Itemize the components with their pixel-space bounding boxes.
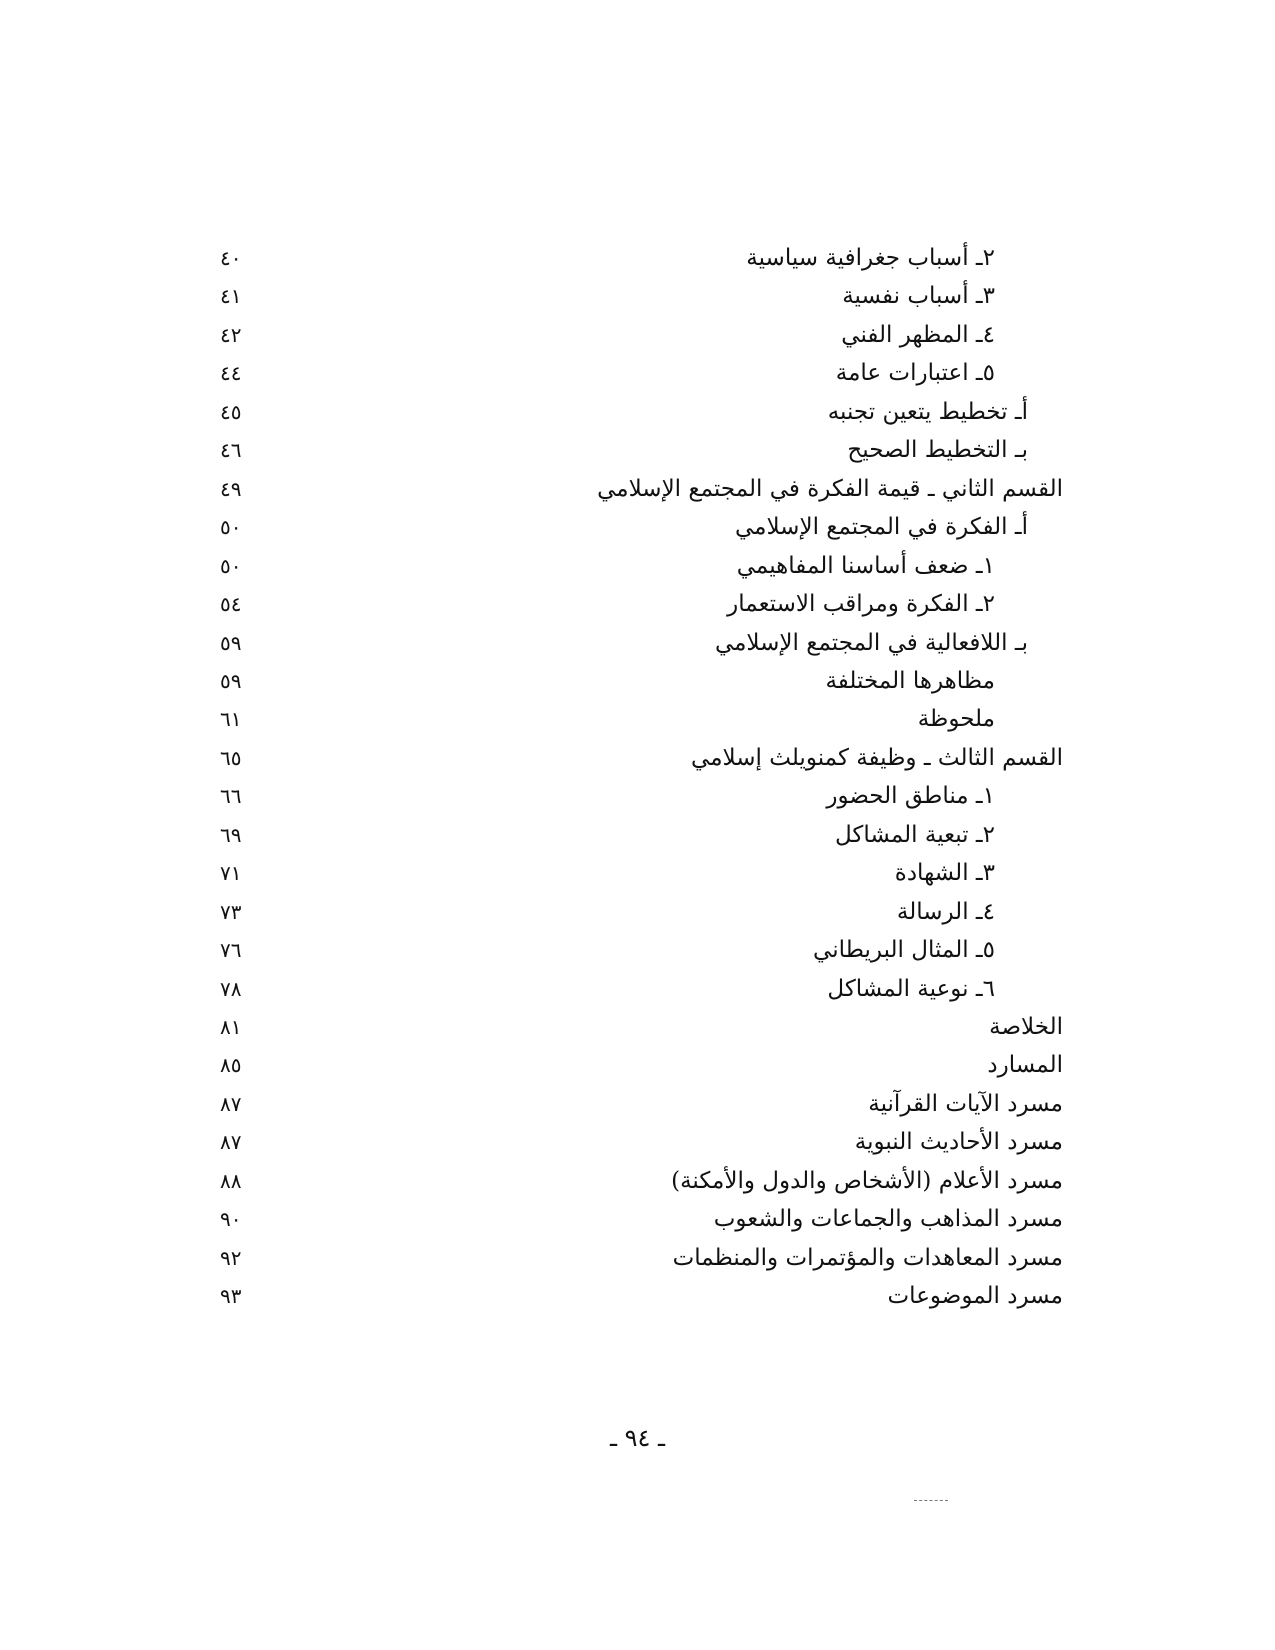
toc-entry: [0, 623, 1275, 663]
toc-entry-page-number: ٨٥: [220, 1053, 242, 1078]
toc-entry-page-number: ٥٠: [220, 553, 242, 578]
toc-entry-page-number: ٤٤: [220, 361, 242, 386]
toc-entry-page-number: ٦٩: [220, 822, 242, 847]
toc-entry-title: القسم الثاني ـ قيمة الفكرة في المجتمع الإسلامي: [597, 475, 1063, 502]
toc-entry: [0, 969, 1275, 1009]
toc-entry-title: ٢ـ الفكرة ومراقب الاستعمار: [727, 591, 995, 618]
toc-entry: [0, 315, 1275, 355]
toc-entry-title: مسرد الآيات القرآنية: [868, 1090, 1063, 1117]
toc-entry-title: مسرد المذاهب والجماعات والشعوب: [713, 1206, 1063, 1233]
toc-entry-page-number: ٧٨: [220, 976, 242, 1001]
toc-entry: [0, 892, 1275, 932]
toc-entry-title: مظاهرها المختلفة: [825, 667, 995, 694]
toc-entry: [0, 1045, 1275, 1085]
toc-entry-page-number: ٤٠: [220, 246, 242, 270]
toc-entry: [0, 776, 1275, 816]
toc-entry-page-number: ٨٧: [220, 1130, 242, 1155]
toc-entry-title: ٦ـ نوعية المشاكل: [827, 975, 995, 1002]
toc-entry: [0, 392, 1275, 432]
toc-entry: [0, 930, 1275, 970]
toc-entry: [0, 1007, 1275, 1047]
toc-entry: [0, 1199, 1275, 1239]
toc-entry-title: ٤ـ المظهر الفني: [841, 321, 995, 348]
toc-entry-title: ٣ـ أسباب نفسية: [842, 283, 995, 310]
toc-entry-title: القسم الثالث ـ وظيفة كمنويلث إسلامي: [691, 744, 1063, 771]
toc-entry-page-number: ٤١: [220, 284, 242, 309]
toc-entry-title: أـ تخطيط يتعين تجنبه: [827, 398, 1028, 425]
toc-entry: [0, 546, 1275, 586]
toc-entry-title: المسارد: [987, 1052, 1063, 1079]
toc-entry-title: ١ـ مناطق الحضور: [826, 783, 995, 810]
toc-entry-page-number: ٩٠: [220, 1207, 242, 1232]
toc-entry-title: الخلاصة: [989, 1014, 1063, 1040]
toc-entry-title: ٤ـ الرسالة: [896, 898, 995, 925]
toc-entry-page-number: ٤٦: [220, 438, 242, 463]
toc-entry-page-number: ٤٩: [220, 476, 242, 501]
toc-entry: [0, 1122, 1275, 1162]
toc-entry: [0, 276, 1275, 316]
scan-artifact-mark: [914, 1500, 948, 1501]
toc-entry-page-number: ٧٦: [220, 938, 242, 963]
toc-entry: [0, 699, 1275, 739]
toc-entry-title: ملحوظة: [917, 706, 995, 733]
toc-entry-title: مسرد الأعلام (الأشخاص والدول والأمكنة): [671, 1167, 1063, 1194]
toc-entry: [0, 353, 1275, 393]
page-number: ـ ٩٤ ـ: [609, 1424, 666, 1452]
toc-entry-page-number: ٥٠: [220, 515, 242, 540]
toc-entry: [0, 1084, 1275, 1124]
toc-entry-title: مسرد المعاهدات والمؤتمرات والمنظمات: [672, 1244, 1063, 1271]
toc-entry: [0, 430, 1275, 470]
toc-entry-page-number: ٦٦: [220, 784, 242, 809]
toc-entry-page-number: ٦١: [220, 707, 242, 732]
toc-entry: [0, 1161, 1275, 1201]
toc-entry: [0, 661, 1275, 701]
toc-entry: [0, 584, 1275, 624]
toc-entry-page-number: ٩٢: [220, 1245, 242, 1270]
toc-entry-title: ٣ـ الشهادة: [894, 860, 995, 887]
toc-entry-title: ٢ـ أسباب جغرافية سياسية: [746, 245, 995, 271]
toc-entry-page-number: ٥٩: [220, 668, 242, 693]
toc-entry: [0, 1276, 1275, 1316]
toc-entry: [0, 469, 1275, 509]
toc-entry-page-number: ٤٥: [220, 399, 242, 424]
toc-entry-title: ١ـ ضعف أساسنا المفاهيمي: [736, 552, 995, 579]
toc-entry-title: ٢ـ تبعية المشاكل: [834, 821, 995, 848]
toc-entry: [0, 853, 1275, 893]
toc-entry-page-number: ٧٣: [220, 899, 242, 924]
toc-entry-page-number: ٦٥: [220, 745, 242, 770]
toc-entry: [0, 815, 1275, 855]
toc-entry-title: ٥ـ المثال البريطاني: [813, 937, 995, 964]
toc-entry: [0, 507, 1275, 547]
toc-entry: [0, 1238, 1275, 1278]
toc-entry-page-number: ٧١: [220, 861, 242, 886]
toc-entry-page-number: ٨١: [220, 1015, 242, 1039]
toc-entry-page-number: ٨٨: [220, 1168, 242, 1193]
toc-entry-title: مسرد الموضوعات: [887, 1283, 1063, 1310]
toc-entry-page-number: ٨٧: [220, 1091, 242, 1116]
toc-entry-title: أـ الفكرة في المجتمع الإسلامي: [734, 514, 1028, 541]
toc-entry-page-number: ٤٢: [220, 322, 242, 347]
toc-entry-title: مسرد الأحاديث النبوية: [854, 1129, 1063, 1156]
toc-entry-page-number: ٥٤: [220, 592, 242, 617]
toc-entry-title: بـ التخطيط الصحيح: [847, 437, 1028, 464]
toc-entry-title: بـ اللافعالية في المجتمع الإسلامي: [714, 629, 1028, 656]
toc-entry-page-number: ٩٣: [220, 1284, 242, 1309]
toc-entry-page-number: ٥٩: [220, 630, 242, 655]
toc-entry-title: ٥ـ اعتبارات عامة: [835, 360, 995, 387]
toc-entry: [0, 238, 1275, 278]
toc-entry: [0, 738, 1275, 778]
